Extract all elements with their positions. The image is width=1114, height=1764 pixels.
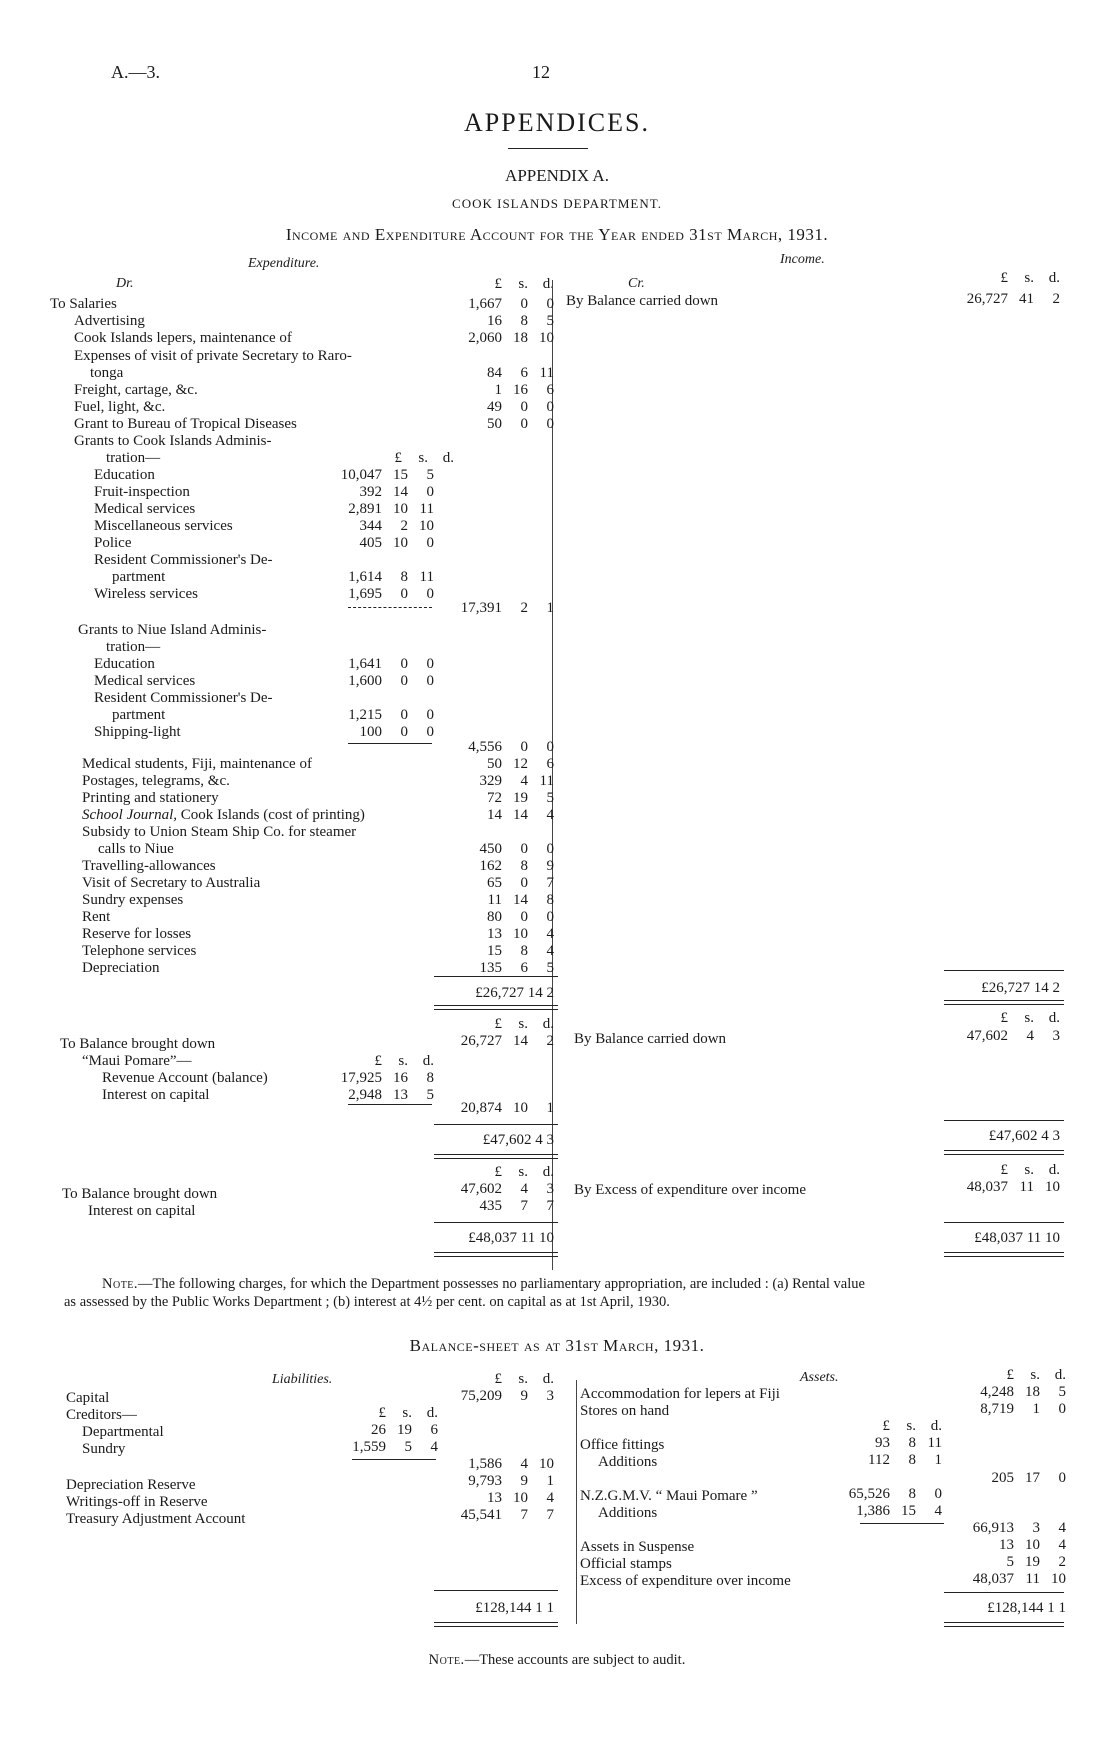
cook-grant-misc-amount: 344 2 10: [359, 518, 434, 534]
s3-dr-col-heads: £ s. d.: [494, 1164, 554, 1180]
assets-heading: Assets.: [800, 1370, 839, 1385]
liab-creditors-rule: [352, 1459, 436, 1460]
niue-grant-resident-amount: 1,215 0 0: [348, 707, 434, 723]
s2-balance-brought-amount: 26,727 14 2: [460, 1033, 554, 1049]
niue-grants-total: 4,556 0 0: [468, 739, 554, 755]
asset-maui-total: 66,913 3 4: [972, 1520, 1066, 1536]
cr-total1-double-rule: [944, 1000, 1064, 1005]
dr2-medical-students: Medical students, Fiji, maintenance of: [82, 756, 312, 772]
dr-item-salaries: To Salaries: [50, 296, 117, 312]
s2-interest-capital: Interest on capital: [102, 1087, 210, 1103]
s3-interest-capital-amount: 435 7 7: [479, 1198, 554, 1214]
cook-grant-wireless: Wireless services: [94, 586, 198, 602]
dr2-visit-australia-amount: 65 0 7: [487, 875, 554, 891]
dr-col-heads: £ s. d.: [494, 276, 554, 292]
asset-excess-amount: 48,037 11 10: [972, 1571, 1066, 1587]
liab-treasury-amount: 45,541 7 7: [460, 1507, 554, 1523]
liabilities-heading: Liabilities.: [272, 1372, 333, 1387]
liab-departmental-amount: 26 19 6: [371, 1422, 438, 1438]
note1-line2: as assessed by the Public Works Department ; (b) interest at 4½ per cent. on capital as at 1st April, 1930.: [64, 1294, 670, 1310]
cr-total1: £26,727 14 2: [981, 980, 1060, 996]
dr2-rent: Rent: [82, 909, 111, 925]
dr2-telephone: Telephone services: [82, 943, 197, 959]
expenditure-heading: Expenditure.: [248, 256, 320, 271]
niue-grant-shipping-amount: 100 0 0: [359, 724, 434, 740]
cook-grant-fruit-amount: 392 14 0: [359, 484, 434, 500]
dr2-postages: Postages, telegrams, &c.: [82, 773, 230, 789]
asset-maui-rule: [860, 1523, 944, 1524]
dr2-subsidy-amount: 450 0 0: [479, 841, 554, 857]
asset-accommodation-amount: 4,248 18 5: [980, 1384, 1066, 1400]
cook-grant-education: Education: [94, 467, 155, 483]
s2-cr-balance-carried: By Balance carried down: [574, 1031, 727, 1047]
niue-grant-shipping: Shipping-light: [94, 724, 181, 740]
s3-dr-total: £48,037 11 10: [468, 1230, 554, 1246]
dr-item-fuel-amount: 49 0 0: [487, 399, 554, 415]
s3-cr-excess: By Excess of expenditure over income: [574, 1182, 807, 1198]
s2-cr-col-heads: £ s. d.: [1000, 1010, 1060, 1026]
asset-stamps: Official stamps: [580, 1556, 672, 1572]
dr2-travelling-amount: 162 8 9: [479, 858, 554, 874]
liab-treasury: Treasury Adjustment Account: [66, 1511, 246, 1527]
cook-grant-police: Police: [94, 535, 132, 551]
s2-maui-col-heads: £ s. d.: [374, 1053, 434, 1069]
niue-grant-resident-cont: partment: [112, 707, 166, 723]
appendix-title: APPENDIX A.: [505, 166, 609, 185]
cook-grant-police-amount: 405 10 0: [359, 535, 434, 551]
dr2-telephone-amount: 15 8 4: [487, 943, 554, 959]
liab-departmental: Departmental: [82, 1424, 164, 1440]
dr2-medical-students-amount: 50 12 6: [487, 756, 554, 772]
liab-writings-off-amount: 13 10 4: [487, 1490, 554, 1506]
dr-item-secretary-visit-amount: 84 6 11: [487, 365, 554, 381]
dr-item-fuel: Fuel, light, &c.: [74, 399, 166, 415]
liab-sundry-amount: 1,559 5 4: [352, 1439, 438, 1455]
asset-office-fittings: Office fittings: [580, 1437, 665, 1453]
s2-cr-total-double-rule: [944, 1150, 1064, 1155]
dr-total1: £26,727 14 2: [475, 985, 554, 1001]
cr-total1-rule: [944, 970, 1064, 971]
cook-grant-resident-amount: 1,614 8 11: [348, 569, 434, 585]
cook-grant-medical: Medical services: [94, 501, 196, 517]
s2-cr-total: £47,602 4 3: [988, 1128, 1060, 1144]
cook-grants-label: Grants to Cook Islands Adminis-: [74, 433, 272, 449]
dr2-school-journal: School Journal, Cook Islands (cost of printing): [82, 807, 365, 823]
dr-item-tropical-amount: 50 0 0: [487, 416, 554, 432]
dr2-subsidy-cont: calls to Niue: [98, 841, 174, 857]
s2-dr-total: £47,602 4 3: [482, 1132, 554, 1148]
bs-liab-col-heads: £ s. d.: [494, 1371, 554, 1387]
liab-creditors: Creditors—: [66, 1407, 137, 1423]
cook-grant-resident: Resident Commissioner's De-: [94, 552, 273, 568]
s2-interest-capital-amount: 2,948 13 5: [348, 1087, 434, 1103]
asset-office-col-heads: £ s. d.: [882, 1418, 942, 1434]
asset-maui-additions-amount: 1,386 15 4: [856, 1503, 942, 1519]
cook-grant-misc: Miscellaneous services: [94, 518, 233, 534]
s3-balance-brought-amount: 47,602 4 3: [460, 1181, 554, 1197]
title-rule: [508, 148, 588, 149]
cook-grants-col-heads: £ s. d.: [394, 450, 454, 466]
s2-cr-total-rule: [944, 1120, 1064, 1121]
cook-grants-label-cont: tration—: [106, 450, 161, 466]
note2: Note.—These accounts are subject to audit.: [428, 1652, 686, 1668]
dr2-reserve: Reserve for losses: [82, 926, 192, 942]
asset-total: £128,144 1 1: [987, 1600, 1066, 1616]
niue-grants-label-cont: tration—: [106, 639, 161, 655]
liab-capital-amount: 75,209 9 3: [460, 1388, 554, 1404]
asset-office-additions: Additions: [598, 1454, 658, 1470]
s2-revenue-account-amount: 17,925 16 8: [340, 1070, 434, 1086]
asset-maui: N.Z.G.M.V. “ Maui Pomare ”: [580, 1488, 758, 1504]
s2-dr-col-heads: £ s. d.: [494, 1016, 554, 1032]
cook-grant-fruit: Fruit-inspection: [94, 484, 190, 500]
dr2-visit-australia: Visit of Secretary to Australia: [82, 875, 261, 891]
dr-item-salaries-amount: 1,667 0 0: [468, 296, 554, 312]
s2-revenue-account: Revenue Account (balance): [102, 1070, 268, 1086]
income-heading: Income.: [780, 252, 825, 267]
s3-cr-total-rule: [944, 1222, 1064, 1223]
niue-grants-label: Grants to Niue Island Adminis-: [78, 622, 267, 638]
dr-item-advertising-amount: 16 8 5: [487, 313, 554, 329]
s3-cr-excess-amount: 48,037 11 10: [966, 1179, 1060, 1195]
cook-grants-total: 17,391 2 1: [460, 600, 554, 616]
liab-creditors-total: 1,586 4 10: [468, 1456, 554, 1472]
cook-grant-resident-cont: partment: [112, 569, 166, 585]
dr2-sundry: Sundry expenses: [82, 892, 184, 908]
asset-office-fittings-amount: 93 8 11: [875, 1435, 942, 1451]
niue-grant-education-amount: 1,641 0 0: [348, 656, 434, 672]
bs-asset-col-heads: £ s. d.: [1006, 1367, 1066, 1383]
document-reference: A.—3.: [111, 62, 160, 82]
asset-stores: Stores on hand: [580, 1403, 670, 1419]
cook-grant-medical-amount: 2,891 10 11: [348, 501, 434, 517]
asset-suspense: Assets in Suspense: [580, 1539, 695, 1555]
dr2-rent-amount: 80 0 0: [487, 909, 554, 925]
s2-cr-balance-carried-amount: 47,602 4 3: [966, 1028, 1060, 1044]
s3-total-rule: [434, 1222, 558, 1223]
dr2-school-journal-amount: 14 14 4: [487, 807, 554, 823]
niue-grant-medical: Medical services: [94, 673, 196, 689]
liab-total: £128,144 1 1: [475, 1600, 554, 1616]
s2-balance-brought: To Balance brought down: [60, 1036, 216, 1052]
dr2-sundry-amount: 11 14 8: [487, 892, 554, 908]
dr-item-secretary-visit-cont: tonga: [90, 365, 124, 381]
asset-stores-amount: 8,719 1 0: [980, 1401, 1066, 1417]
liab-sundry: Sundry: [82, 1441, 126, 1457]
asset-office-total: 205 17 0: [991, 1470, 1066, 1486]
dr-item-lepers: Cook Islands lepers, maintenance of: [74, 330, 292, 346]
liab-total-rule: [434, 1590, 558, 1591]
cr-label: Cr.: [628, 276, 645, 291]
s2-maui-total: 20,874 10 1: [460, 1100, 554, 1116]
dr-item-tropical: Grant to Bureau of Tropical Diseases: [74, 416, 297, 432]
dr-item-advertising: Advertising: [74, 313, 145, 329]
asset-office-additions-amount: 112 8 1: [868, 1452, 942, 1468]
dr2-reserve-amount: 13 10 4: [487, 926, 554, 942]
niue-grant-resident: Resident Commissioner's De-: [94, 690, 273, 706]
asset-stamps-amount: 5 19 2: [1006, 1554, 1066, 1570]
page-number: 12: [532, 62, 550, 82]
liab-total-double-rule: [434, 1622, 558, 1627]
niue-grants-rule: [348, 743, 432, 744]
cook-grant-education-amount: 10,047 15 5: [340, 467, 434, 483]
asset-suspense-amount: 13 10 4: [999, 1537, 1066, 1553]
dr-item-lepers-amount: 2,060 18 10: [468, 330, 554, 346]
s2-total-double-rule: [434, 1154, 558, 1159]
total1-rule: [434, 976, 558, 977]
main-title: APPENDICES.: [464, 108, 650, 137]
asset-total-rule: [944, 1592, 1064, 1593]
cr-balance-carried-1: By Balance carried down: [566, 293, 719, 309]
balance-sheet-title: Balance-sheet as at 31st March, 1931.: [409, 1336, 705, 1355]
s3-total-double-rule: [434, 1252, 558, 1257]
s3-interest-capital: Interest on capital: [88, 1203, 196, 1219]
liab-capital: Capital: [66, 1390, 110, 1406]
cr-col-heads: £ s. d.: [1000, 270, 1060, 286]
cr-balance-carried-1-amount: 26,727 41 2: [966, 291, 1060, 307]
niue-grant-education: Education: [94, 656, 155, 672]
liab-depreciation: Depreciation Reserve: [66, 1477, 196, 1493]
dr2-postages-amount: 329 4 11: [479, 773, 554, 789]
dr-item-secretary-visit: Expenses of visit of private Secretary to Raro-: [74, 348, 352, 364]
dr2-printing-amount: 72 19 5: [487, 790, 554, 806]
asset-maui-amount: 65,526 8 0: [848, 1486, 942, 1502]
asset-excess: Excess of expenditure over income: [580, 1573, 791, 1589]
s3-balance-brought: To Balance brought down: [62, 1186, 218, 1202]
s2-total-rule: [434, 1124, 558, 1125]
liab-writings-off: Writings-off in Reserve: [66, 1494, 208, 1510]
dr2-depreciation: Depreciation: [82, 960, 160, 976]
cook-grants-rule: [348, 607, 432, 608]
s2-maui-rule: [348, 1104, 432, 1105]
dr-item-freight-amount: 1 16 6: [494, 382, 554, 398]
s2-maui-label: “Maui Pomare”—: [82, 1053, 192, 1069]
cook-grant-wireless-amount: 1,695 0 0: [348, 586, 434, 602]
asset-accommodation: Accommodation for lepers at Fiji: [580, 1386, 780, 1402]
asset-total-double-rule: [944, 1622, 1064, 1627]
dr2-printing: Printing and stationery: [82, 790, 219, 806]
account-title: Income and Expenditure Account for the Year ended 31st March, 1931.: [285, 225, 829, 244]
dr2-travelling: Travelling-allowances: [82, 858, 216, 874]
s3-cr-total-double-rule: [944, 1252, 1064, 1257]
bs-divider: [576, 1380, 577, 1624]
dr2-subsidy: Subsidy to Union Steam Ship Co. for steamer: [82, 824, 357, 840]
s3-cr-total: £48,037 11 10: [974, 1230, 1060, 1246]
department-title: COOK ISLANDS DEPARTMENT.: [452, 196, 662, 211]
s3-cr-col-heads: £ s. d.: [1000, 1162, 1060, 1178]
dr-item-freight: Freight, cartage, &c.: [74, 382, 198, 398]
liab-depreciation-amount: 9,793 9 1: [468, 1473, 554, 1489]
liab-creditors-col-heads: £ s. d.: [378, 1405, 438, 1421]
dr2-depreciation-amount: 135 6 5: [479, 960, 554, 976]
asset-maui-additions: Additions: [598, 1505, 658, 1521]
dr-label: Dr.: [116, 276, 134, 291]
note1-line1: Note.—The following charges, for which the Department possesses no parliamentary appropriation, are included : (a) Rental value: [102, 1276, 865, 1292]
niue-grant-medical-amount: 1,600 0 0: [348, 673, 434, 689]
total1-double-rule: [434, 1005, 558, 1010]
